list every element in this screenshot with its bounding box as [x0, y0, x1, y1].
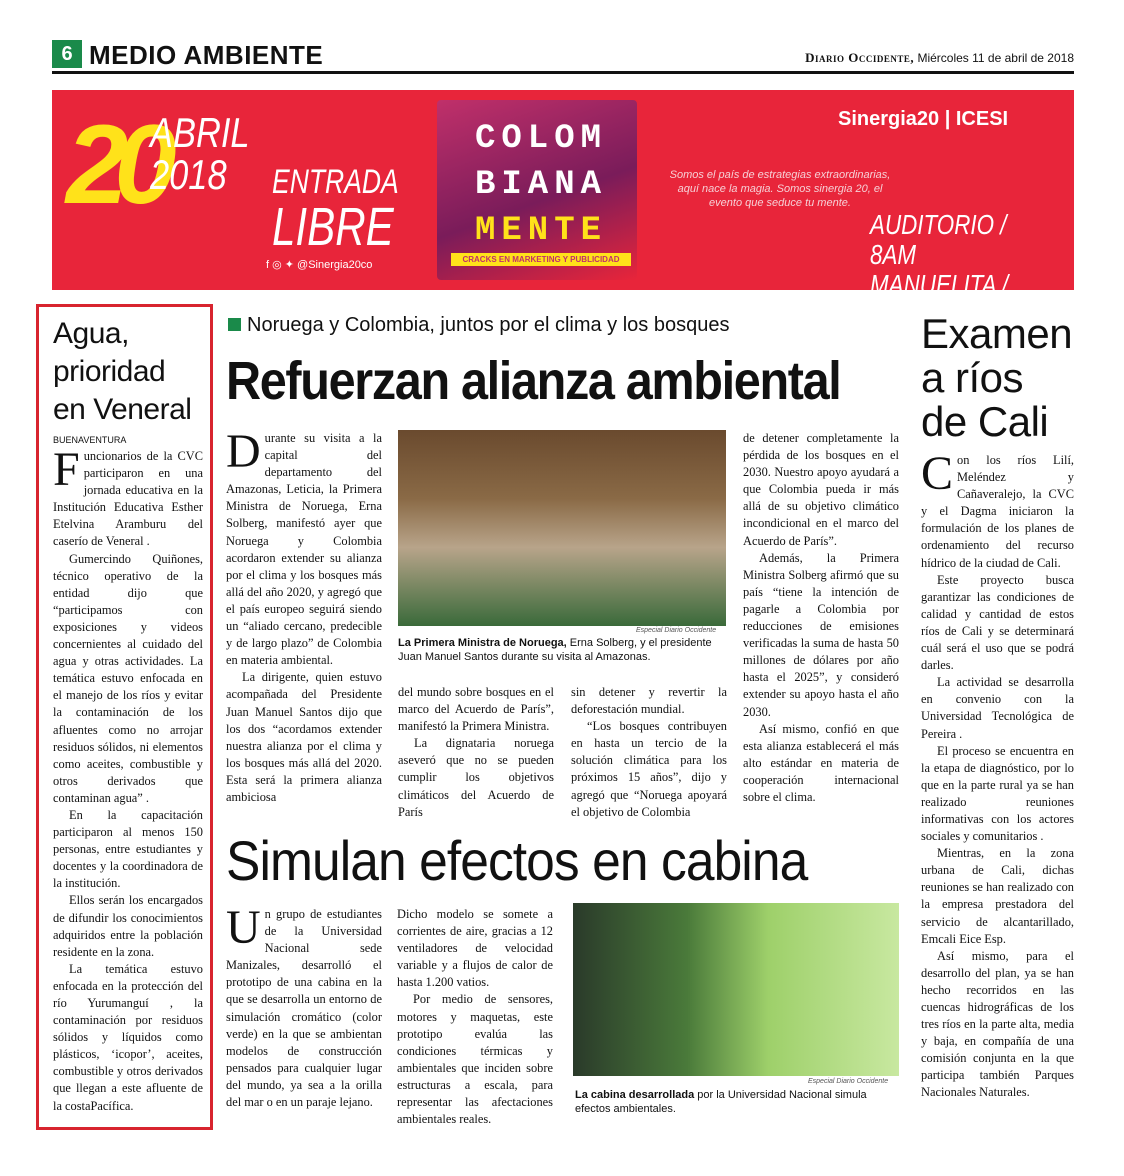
kicker-text: Noruega y Colombia, juntos por el clima y los bosques — [247, 314, 730, 336]
main-kicker — [228, 314, 729, 337]
dropcap: D — [226, 425, 261, 478]
page-header — [52, 38, 1074, 74]
paper-name: Diario Occidente, — [805, 50, 915, 65]
dateline — [805, 50, 1074, 66]
second-column-1 — [226, 901, 382, 1111]
ad-headline-sub: CRACKS EN MARKETING Y PUBLICIDAD — [451, 253, 631, 266]
ad-logos: Sinergia20 | ICESI — [838, 108, 1009, 130]
paragraph: Mientras, en la zona urbana de Cali, dichas reuniones se han realizado con la empresa prestadora del servicio de alcantarillado, Emcali Eice Esp. — [921, 846, 1074, 946]
paragraph: Gumercindo Quiñones, técnico operativo de la entidad dijo que “participamos con exposiciones y videos concernientes al cuidado del agua y otras actividades. La temática estuvo enfocada en el manejo de los ríos y evitar la contaminación de los afluentes como no arrojar residuos sólidos, ni elementos como aceites, combustible y otros derivados que contaminan agua” . — [53, 551, 203, 805]
paragraph: uncionarios de la CVC participaron en una jornada educativa en la Institución Educativa Esther Etelvina Aramburu del caserío de Veneral . — [53, 449, 203, 549]
ad-month: ABRIL — [150, 109, 250, 156]
article-rios-cali — [921, 312, 1074, 1102]
paragraph: La dirigente, quien estuvo acompañada del Presidente Juan Manuel Santos dijo que los dos “acordamos extender nuestra alianza por el clima y los bosques más allá del 2020. Esta será la primera alianza ambiciosa — [226, 670, 382, 804]
article-title: Agua, prioridad en Veneral — [53, 317, 192, 426]
ad-year: 2018 — [150, 151, 227, 198]
photo-caption — [575, 1088, 901, 1116]
photo-credit: Especial Diario Occidente — [808, 1078, 889, 1085]
paragraph: Así mismo, para el desarrollo del plan, ya se han hecho recorridos en las cuencas hidrográficas de los tres ríos en la parte alta, media y baja, en compañía de una comisión conjunta en la que participa también Parques Nacionales Naturales. — [921, 948, 1074, 1100]
ad-venue-1: AUDITORIO — [870, 209, 995, 240]
ad-social: f ◎ ✦ @Sinergia20co — [266, 259, 373, 271]
ad-venue-2: MANUELITA — [870, 269, 996, 300]
ad-day: 20 — [66, 102, 163, 227]
page-number: 6 — [52, 40, 82, 68]
photo-prime-minister — [398, 430, 726, 626]
paragraph: La actividad se desarrolla en convenio con la Universidad Tecnológica de Pereira . — [921, 675, 1074, 741]
paragraph: Ellos serán los encargados de difundir los conocimientos adquiridos entre la población residente en la zona. — [53, 893, 203, 959]
section-title: MEDIO AMBIENTE — [89, 40, 324, 70]
issue-date: Miércoles 11 de abril de 2018 — [917, 51, 1074, 65]
caption-text: por la Universidad Nacional simula efectos ambientales. — [575, 1089, 867, 1115]
ad-time-1: 8AM — [870, 239, 917, 270]
photo-credit: Especial Diario Occidente — [636, 627, 717, 634]
main-column-1 — [226, 425, 382, 806]
paragraph: n grupo de estudiantes de la Universidad Nacional sede Manizales, desarrolló el prototipo de una cabina en la que se desarrolla un entorno de simulación cromático (color verde) en la que se ambientan modelos de construcción pensados para cualquier lugar del mundo, ya sea a la orilla del mar o en un paraje lejano. — [226, 907, 382, 1110]
second-column-2 — [397, 906, 553, 1128]
main-column-3 — [571, 684, 727, 821]
ad-poster-image — [437, 100, 637, 280]
ad-headline-3: MENTE — [474, 212, 608, 250]
paragraph: sin detener y revertir la deforestación mundial. — [571, 685, 727, 717]
dropcap: F — [53, 443, 80, 496]
ad-entrada-libre — [272, 163, 399, 257]
caption-text: Erna Solberg, y el presidente Juan Manuel Santos durante su visita al Amazonas. — [398, 637, 712, 663]
ad-headline-1: COLOM — [474, 120, 608, 158]
dropcap: U — [226, 901, 261, 954]
paragraph: urante su visita a la capital del departamento del Amazonas, Leticia, la Primera Ministra de Noruega, Erna Solberg, manifestó ayer que Noruega y Colombia acordaron extender su alianza por el clima y los bosques más allá del año 2020, y agregó que el país europeo seguirá siendo un “aliado cercano, predecible y de largo plazo” de Colombia en materia ambiental. — [226, 431, 382, 668]
paragraph: La temática estuvo enfocada en la protección del río Yurumanguí , la contaminación por residuos sólidos y líquidos como plásticos, ‘icopor’, aceites, combustible y otros derivados que llegan a este afluente de la costaPacífica. — [53, 961, 203, 1113]
ad-date — [150, 109, 250, 198]
paragraph: Por medio de sensores, motores y maquetas, este prototipo evalúa las condiciones térmicas y ambientales que inciden sobre estructuras a escala, para representar las afectaciones ambientales reales. — [397, 992, 553, 1127]
paragraph: on los ríos Lilí, Meléndez y Cañaveralejo, la CVC y el Dagma iniciaron la formulación de los planes de ordenamiento del recurso hídrico de la ciudad de Cali. — [921, 453, 1074, 570]
caption-bold: La Primera Ministra de Noruega, — [398, 637, 567, 649]
paragraph: Además, la Primera Ministra Solberg afirmó que su país “tiene la intención de pagarle a Colombia por reducciones de emisiones verificadas la suma de hasta 50 millones de dólares por año hasta el 2025”, y consideró extender su apoyo hasta el año 2030. — [743, 550, 899, 719]
green-square-icon — [228, 318, 241, 331]
paragraph: En la capacitación participaron al menos 150 personas, entre estudiantes y docentes y la coordinadora de la institución. — [53, 807, 203, 891]
article-body — [921, 447, 1074, 1102]
paragraph: del mundo sobre bosques en el marco del Acuerdo de París”, manifestó la Primera Ministra. — [398, 685, 554, 734]
photo-cabin — [573, 903, 899, 1076]
paragraph: “Los bosques contribuyen en hasta un tercio de la solución climática para los próximos 15 años”, dijo y agregó que “Noruega apoyará el objetivo de Colombia — [571, 719, 727, 819]
article-title: Examen a ríos de Cali — [921, 310, 1073, 445]
dropcap: C — [921, 447, 954, 500]
photo-caption — [398, 636, 726, 664]
ad-headline-2: BIANA — [474, 166, 608, 204]
caption-bold: La cabina desarrollada — [575, 1089, 695, 1101]
ad-libre: LIBRE — [272, 197, 394, 257]
paragraph: Dicho modelo se somete a corrientes de aire, gracias a 12 ventiladores de velocidad variable y a flujos de calor de hasta 1.200 vatios. — [397, 907, 553, 990]
main-column-2 — [398, 684, 554, 821]
article-kicker: BUENAVENTURA — [53, 435, 127, 445]
second-headline: Simulan efectos en cabina — [226, 829, 808, 892]
paragraph: Este proyecto busca garantizar las condiciones de calidad y cantidad de estos ríos de Cali y se determinará cuál será el uso que se podrá darles. — [921, 572, 1074, 673]
ad-entrada: ENTRADA — [272, 163, 399, 201]
ad-time-2: 6PM — [870, 299, 917, 330]
ad-venue: AUDITORIO / 8AM MANUELITA / 6PM — [870, 209, 1009, 330]
article-agua-veneral — [36, 304, 213, 1130]
paragraph: La dignataria noruega aseveró que no se pueden cumplir los objetivos climáticos del Acuerdo de París — [398, 736, 554, 819]
ad-social-handle: @Sinergia20co — [297, 259, 373, 271]
paragraph: El proceso se encuentra en la etapa de diagnóstico, por lo que en la parte rural ya se han realizado reuniones informativas con los actores sociales y comunitarios . — [921, 743, 1074, 844]
main-column-4 — [743, 430, 899, 806]
article-body — [53, 443, 203, 1115]
paragraph: Así mismo, confió en que esta alianza establecerá el más alto estándar en materia de cooperación internacional sobre el clima. — [743, 721, 899, 804]
main-headline: Refuerzan alianza ambiental — [226, 351, 841, 411]
paragraph: de detener completamente la pérdida de los bosques en el 2030. Nuestro apoyo ayudará a que Colombia pueda ir más allá de su objetivo climático incondicional en el marco del Acuerdo de París”. — [743, 431, 899, 548]
ad-message: Somos el país de estrategias extraordinarias, aquí nace la magia. Somos sinergia 20, el evento que seduce tu mente. — [669, 169, 891, 209]
